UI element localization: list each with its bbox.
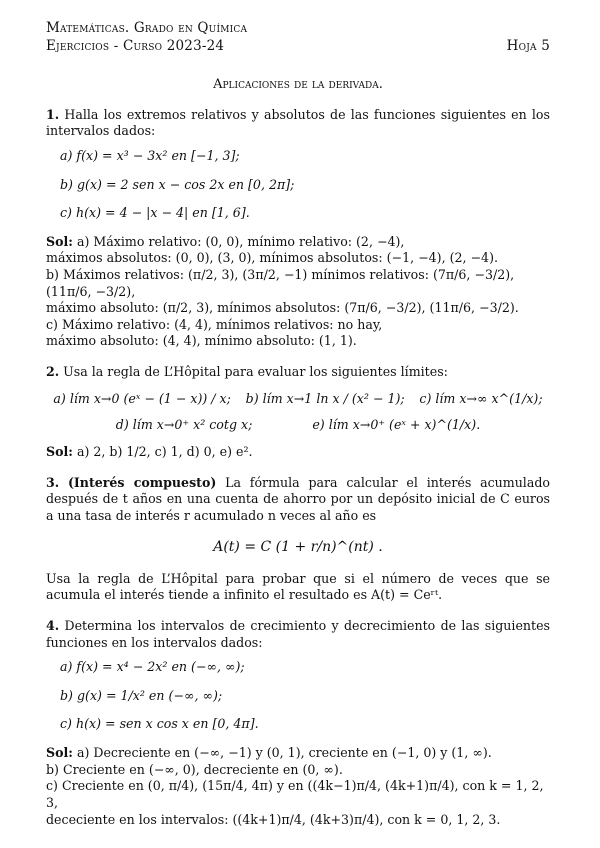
problem-1-sol-line: a) Máximo relativo: (0, 0), mínimo relativo: (2, −4), xyxy=(76,233,405,249)
problem-1 xyxy=(46,107,550,140)
problem-1-item-b: b) g(x) = 2 sen x − cos 2x en [0, 2π]; xyxy=(60,176,295,192)
problem-1-number: 1. xyxy=(46,106,60,122)
problem-4-sol-line: c) Creciente en (0, π/4), (15π/4, 4π) y en ((4k−1)π/4, (4k+1)π/4), con k = 1, 2, 3, xyxy=(46,778,544,810)
problem-1-text: Halla los extremos relativos y absolutos de las funciones siguientes en los intervalos dados: xyxy=(46,106,550,139)
problem-3-text: La fórmula para calcular el interés acumulado después de t años en una cuenta de ahorro por un depósito inicial de C euros a una tasa de interés r acumulado n veces al año es xyxy=(46,474,550,523)
problem-1-item-c: c) h(x) = 4 − |x − 4| en [1, 6]. xyxy=(60,205,250,221)
problem-1-item-a: a) f(x) = x³ − 3x² en [−1, 3]; xyxy=(60,148,240,163)
problem-1-sol-line: c) Máximo relativo: (4, 4), mínimos relativos: no hay, xyxy=(46,316,383,332)
problem-1-items xyxy=(60,148,550,222)
sheet-number: Hoja 5 xyxy=(506,37,550,54)
page-title: Aplicaciones de la derivada. xyxy=(213,76,383,92)
problem-4-sol-line: a) Decreciente en (−∞, −1) y (0, 1), creciente en (−1, 0) y (1, ∞). xyxy=(76,745,492,761)
header-row xyxy=(46,38,550,56)
problem-2-solution xyxy=(46,444,550,461)
problem-4-items xyxy=(60,659,550,733)
problem-3-title: (Interés compuesto) xyxy=(67,474,217,490)
problem-3-number: 3. xyxy=(46,474,60,490)
problem-2-number: 2. xyxy=(46,364,60,380)
limit-e: e) lím x→0⁺ (eˣ + x)^(1/x). xyxy=(312,417,481,433)
problem-4-sol-line: dececiente en los intervalos: ((4k+1)π/4, (4k+3)π/4), con k = 0, 1, 2, 3. xyxy=(46,811,501,827)
limit-d: d) lím x→0⁺ x² cotg x; xyxy=(115,417,253,433)
problem-2-sol: a) 2, b) 1/2, c) 1, d) 0, e) e². xyxy=(76,443,253,459)
problem-4-sol-line: b) Creciente en (−∞, 0), decreciente en (0, ∞). xyxy=(46,761,343,777)
problem-4-number: 4. xyxy=(46,618,60,634)
course-year: Ejercicios - Curso 2023-24 xyxy=(46,37,225,54)
limits-row-2 xyxy=(46,417,550,434)
problem-1-sol-line: b) Máximos relativos: (π/2, 3), (3π/2, −1) mínimos relativos: (7π/6, −3/2), (11π/6, −3/2), xyxy=(46,267,515,299)
problem-2-text: Usa la regla de L’Hôpital para evaluar los siguientes límites: xyxy=(63,364,448,380)
limit-c: c) lím x→∞ x^(1/x); xyxy=(419,390,543,406)
compound-interest-formula: A(t) = C (1 + r/n)^(nt) . xyxy=(213,539,383,556)
problem-1-sol-line: máximo absoluto: (π/2, 3), mínimos absolutos: (7π/6, −3/2), (11π/6, −3/2). xyxy=(46,300,519,316)
limit-b: b) lím x→1 ln x / (x² − 1); xyxy=(245,390,405,406)
problem-4 xyxy=(46,618,550,651)
course-title: Matemáticas. Grado en Química xyxy=(46,20,248,36)
problem-1-sol-line: máximo absoluto: (4, 4), mínimo absoluto: (1, 1). xyxy=(46,333,357,349)
problem-4-sol-label: Sol: xyxy=(46,745,73,761)
problem-4-item-b: b) g(x) = 1/x² en (−∞, ∞); xyxy=(60,687,223,703)
problem-4-item-c: c) h(x) = sen x cos x en [0, 4π]. xyxy=(60,716,259,732)
problem-1-solution xyxy=(46,234,550,350)
problem-2 xyxy=(46,364,550,381)
problem-2-sol-label: Sol: xyxy=(46,443,73,459)
problem-1-sol-line: máximos absolutos: (0, 0), (3, 0), mínimos absolutos: (−1, −4), (2, −4). xyxy=(46,250,498,266)
problem-4-solution xyxy=(46,745,550,828)
header xyxy=(46,20,550,56)
problem-3 xyxy=(46,475,550,525)
document-page xyxy=(46,20,550,828)
problem-1-sol-label: Sol: xyxy=(46,233,73,249)
limit-a: a) lím x→0 (eˣ − (1 − x)) / x; xyxy=(53,390,231,406)
problem-4-text: Determina los intervalos de crecimiento y decrecimiento de las siguientes funciones en los intervalos dados: xyxy=(46,618,550,650)
limits-row-1 xyxy=(46,391,550,408)
problem-3-text-2: Usa la regla de L’Hôpital para probar que si el número de veces que se acumula el interés tiende a infinito el resultado es A(t) = Ceʳᵗ. xyxy=(46,570,550,603)
problem-4-item-a: a) f(x) = x⁴ − 2x² en (−∞, ∞); xyxy=(60,659,245,675)
